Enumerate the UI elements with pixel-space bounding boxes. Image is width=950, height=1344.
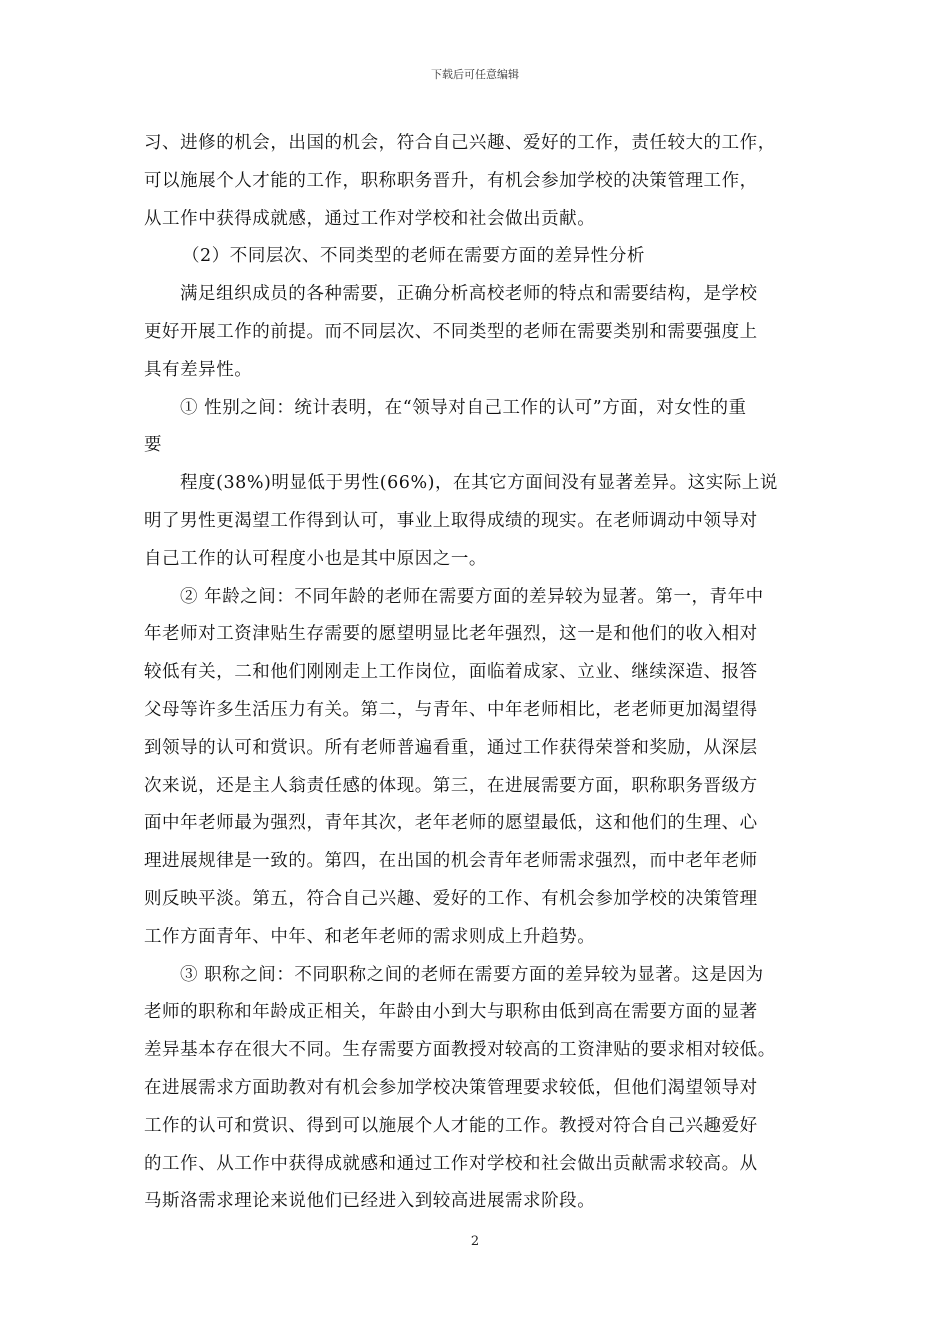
paragraph-start: 程度(38%)明显低于男性(66%)，在其它方面间没有显著差异。这实际上说 [180, 473, 778, 494]
text-line: 则反映平淡。第五，符合自己兴趣、爱好的工作、有机会参加学校的决策管理 [144, 888, 758, 909]
paragraph-start: ③ 职称之间：不同职称之间的老师在需要方面的差异较为显著。这是因为 [180, 964, 764, 985]
text-line: 的工作、从工作中获得成就感和通过工作对学校和社会做出贡献需求较高。从 [144, 1153, 758, 1174]
text-line: 自己工作的认可程度小也是其中原因之一。 [144, 548, 487, 569]
text-line: 在进展需求方面助教对有机会参加学校决策管理要求较低，但他们渴望领导对 [144, 1077, 758, 1098]
text-line: 差异基本存在很大不同。生存需要方面教授对较高的工资津贴的要求相对较低。 [144, 1040, 776, 1061]
section-heading: （2）不同层次、不同类型的老师在需要方面的差异性分析 [182, 246, 645, 267]
text-line: 习、进修的机会，出国的机会，符合自己兴趣、爱好的工作，责任较大的工作， [144, 133, 776, 153]
text-line: 父母等许多生活压力有关。第二，与青年、中年老师相比，老老师更加渴望得 [144, 699, 758, 720]
page-number: 2 [470, 1234, 480, 1249]
text-line: 年老师对工资津贴生存需要的愿望明显比老年强烈，这一是和他们的收入相对 [144, 624, 758, 645]
text-line: 理进展规律是一致的。第四，在出国的机会青年老师需求强烈，而中老年老师 [144, 851, 758, 872]
document-body [144, 125, 808, 1221]
text-line: 工作方面青年、中年、和老年老师的需求则成上升趋势。 [144, 926, 596, 947]
paragraph-start: 满足组织成员的各种需要，正确分析高校老师的特点和需要结构，是学校 [180, 284, 758, 305]
text-line: 到领导的认可和赏识。所有老师普遍看重，通过工作获得荣誉和奖励，从深层 [144, 737, 758, 758]
text-line: 可以施展个人才能的工作，职称职务晋升，有机会参加学校的决策管理工作， [144, 170, 758, 191]
paragraph-start: ① 性别之间：统计表明，在“领导对自己工作的认可”方面，对女性的重 [180, 397, 747, 418]
text-line: 更好开展工作的前提。而不同层次、不同类型的老师在需要类别和需要强度上 [144, 321, 758, 342]
text-line: 要 [144, 435, 163, 456]
text-line: 面中年老师最为强烈，青年其次，老年老师的愿望最低，这和他们的生理、心 [144, 813, 758, 834]
text-line: 马斯洛需求理论来说他们已经进入到较高进展需求阶段。 [144, 1191, 596, 1212]
text-line: 从工作中获得成就感，通过工作对学校和社会做出贡献。 [144, 208, 596, 229]
text-line: 次来说，还是主人翁责任感的体现。第三，在进展需要方面，职称职务晋级方 [144, 775, 758, 796]
text-line: 老师的职称和年龄成正相关，年龄由小到大与职称由低到高在需要方面的显著 [144, 1002, 758, 1023]
text-line: 具有差异性。 [144, 359, 253, 380]
page-header: 下载后可任意编辑 [431, 68, 519, 81]
paragraph-start: ② 年龄之间：不同年龄的老师在需要方面的差异较为显著。第一，青年中 [180, 586, 764, 607]
text-line: 工作的认可和赏识、得到可以施展个人才能的工作。教授对符合自己兴趣爱好 [144, 1115, 758, 1136]
text-line: 明了男性更渴望工作得到认可，事业上取得成绩的现实。在老师调动中领导对 [144, 510, 758, 531]
text-line: 较低有关，二和他们刚刚走上工作岗位，面临着成家、立业、继续深造、报答 [144, 662, 758, 683]
